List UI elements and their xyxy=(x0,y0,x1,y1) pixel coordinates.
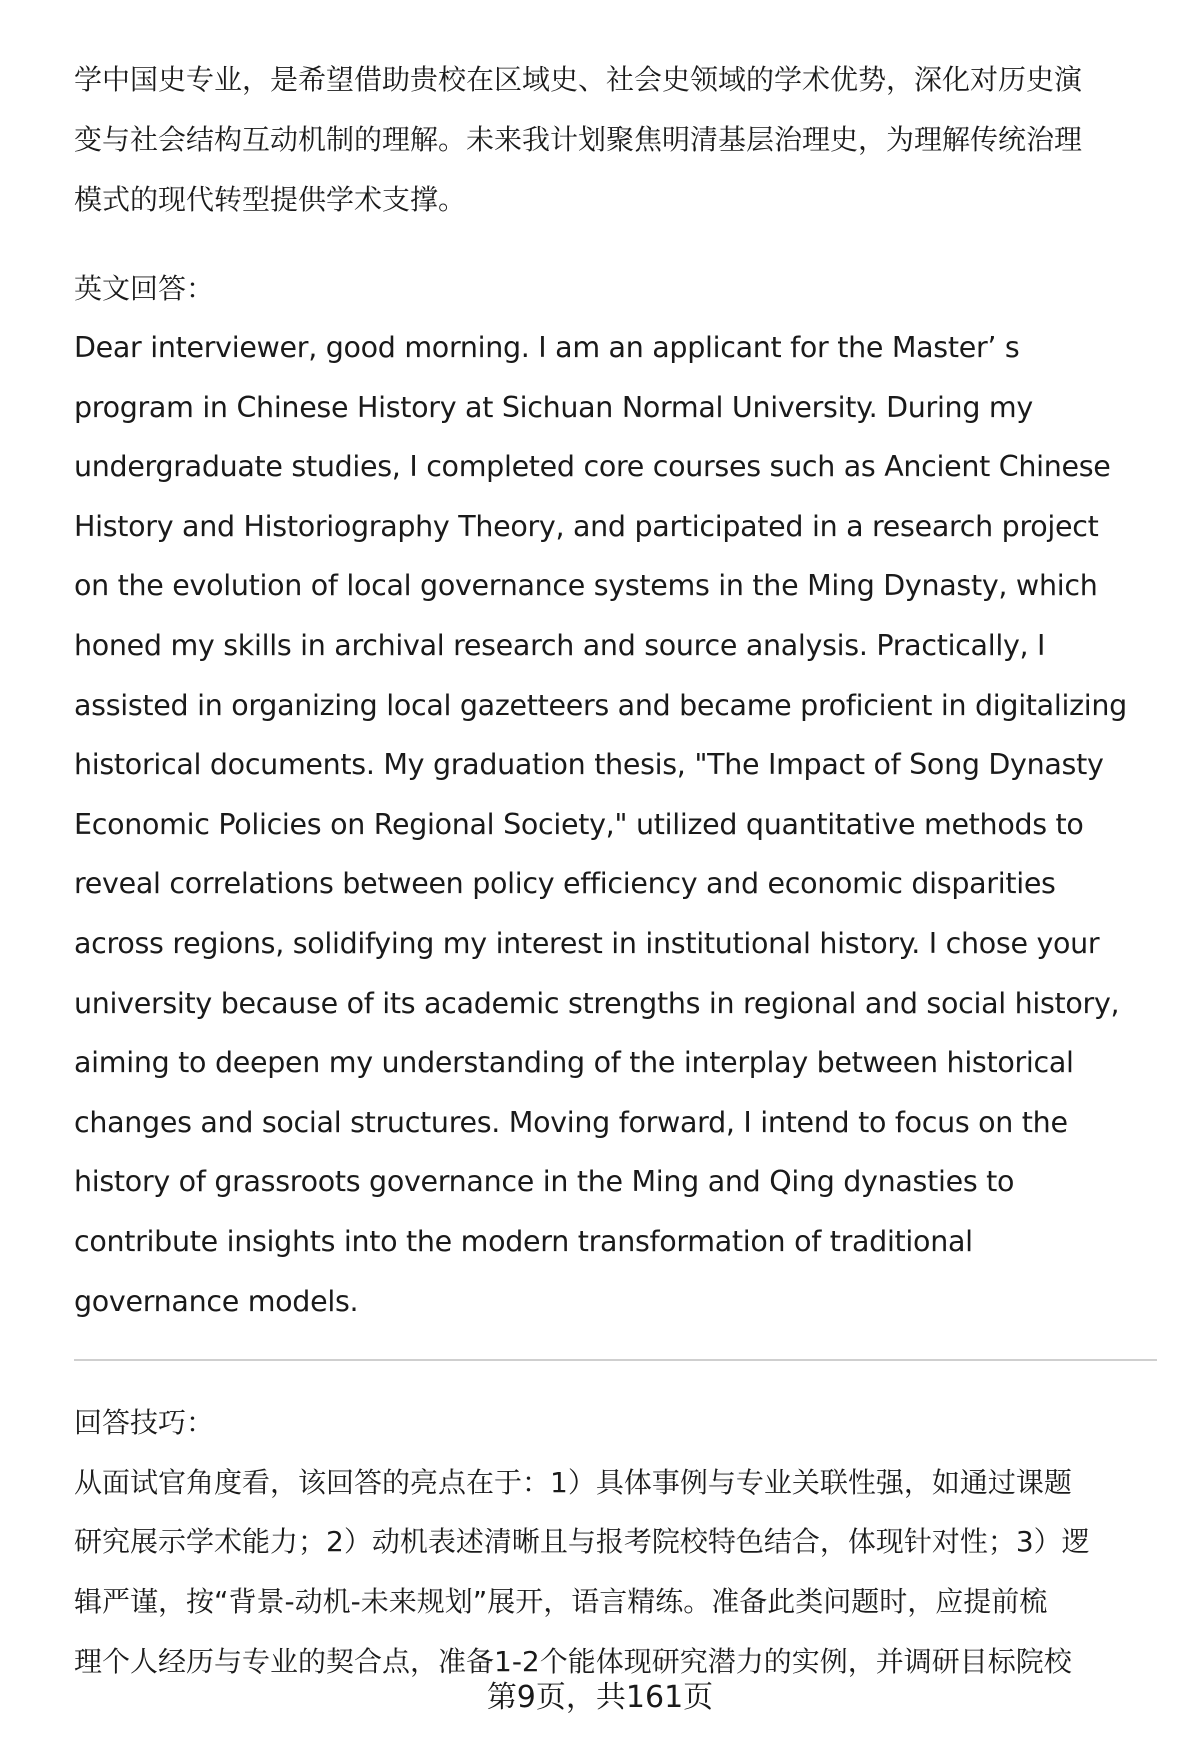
english-answer-line: History and Historiography Theory, and participated in a research project xyxy=(74,509,1099,543)
tips-heading: 回答技巧： xyxy=(74,1406,215,1439)
english-answer-line: across regions, solidifying my interest in institutional history. I chose your xyxy=(74,927,1100,960)
english-answer-line: reveal correlations between policy efficiency and economic disparities xyxy=(74,867,1056,901)
english-answer-line: undergraduate studies, I completed core courses such as Ancient Chinese xyxy=(74,450,1111,484)
english-answer-line: historical documents. My graduation thesis, "The Impact of Song Dynasty xyxy=(74,748,1104,782)
intro-line: 模式的现代转型提供学术支撑。 xyxy=(74,183,467,216)
english-answer-line: Economic Policies on Regional Society," utilized quantitative methods to xyxy=(74,807,1084,841)
english-answer-line: honed my skills in archival research and source analysis. Practically, I xyxy=(74,629,1046,662)
english-answer-line: contribute insights into the modern transformation of traditional xyxy=(74,1225,973,1258)
intro-line: 变与社会结构互动机制的理解。未来我计划聚焦明清基层治理史，为理解传统治理 xyxy=(74,123,1083,156)
tips-line: 理个人经历与专业的契合点，准备1-2个能体现研究潜力的实例，并调研目标院校 xyxy=(74,1645,1072,1678)
tips-line: 从面试官角度看，该回答的亮点在于：1）具体事例与专业关联性强，如通过课题 xyxy=(74,1466,1072,1499)
english-answer-line: assisted in organizing local gazetteers and became proficient in digitalizing xyxy=(74,688,1127,722)
english-answer-line: governance models. xyxy=(74,1284,359,1318)
english-answer-line: history of grassroots governance in the Ming and Qing dynasties to xyxy=(74,1165,1015,1199)
english-answer-heading: 英文回答： xyxy=(74,272,215,305)
english-answer-line: aiming to deepen my understanding of the interplay between historical xyxy=(74,1046,1074,1080)
english-answer-line: changes and social structures. Moving forward, I intend to focus on the xyxy=(74,1105,1068,1139)
intro-line: 学中国史专业，是希望借助贵校在区域史、社会史领域的学术优势，深化对历史演 xyxy=(74,63,1083,96)
section-divider xyxy=(74,1359,1157,1361)
english-answer-line: Dear interviewer, good morning. I am an applicant for the Master’ s xyxy=(74,331,1020,364)
english-answer-line: university because of its academic strengths in regional and social history, xyxy=(74,986,1120,1020)
page-number: 第9页，共161页 xyxy=(486,1680,714,1715)
english-answer-line: program in Chinese History at Sichuan Normal University. During my xyxy=(74,390,1033,424)
tips-line: 辑严谨，按“背景-动机-未来规划”展开，语言精练。准备此类问题时，应提前梳 xyxy=(74,1585,1048,1618)
english-answer-line: on the evolution of local governance systems in the Ming Dynasty, which xyxy=(74,569,1098,603)
tips-line: 研究展示学术能力；2）动机表述清晰且与报考院校特色结合，体现针对性；3）逻 xyxy=(74,1525,1090,1558)
